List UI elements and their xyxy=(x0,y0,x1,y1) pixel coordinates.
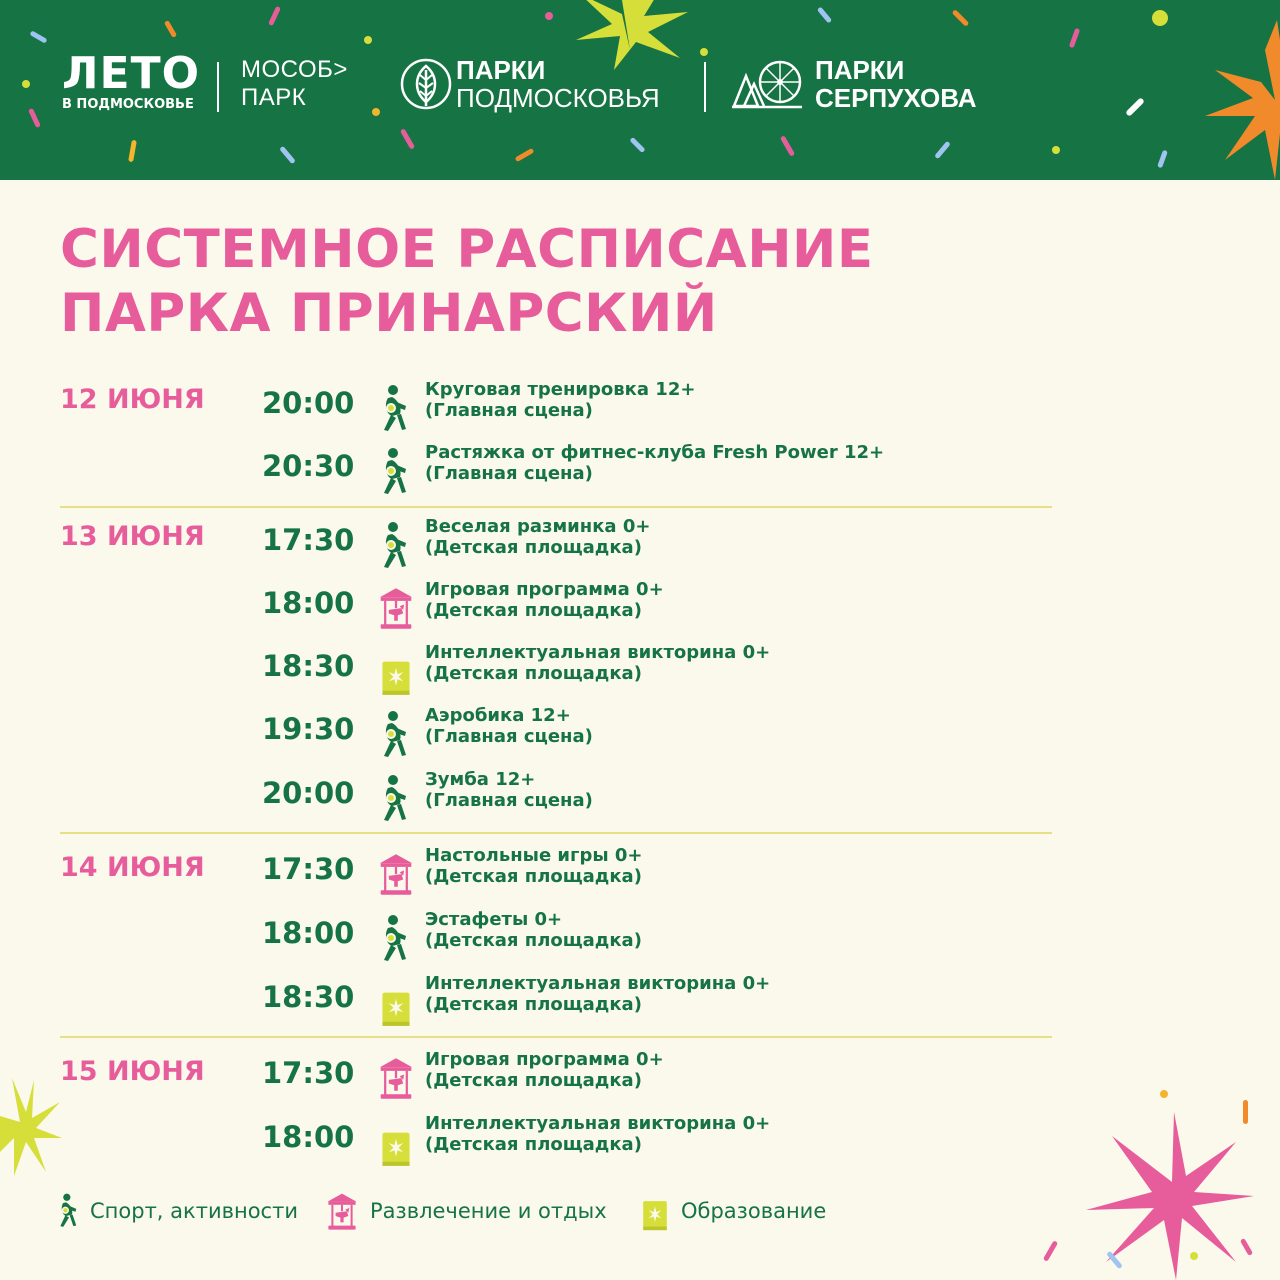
event-row xyxy=(60,379,1052,442)
event-place: (Детская площадка) xyxy=(425,1134,642,1155)
event-row xyxy=(60,1113,1052,1176)
event-time: 20:00 xyxy=(262,776,355,810)
event-time: 20:00 xyxy=(262,386,355,420)
event-place: (Детская площадка) xyxy=(425,1070,642,1091)
park-emblem-icon xyxy=(730,56,804,110)
confetti xyxy=(1152,10,1168,26)
sport-icon xyxy=(378,710,414,760)
event-place: (Главная сцена) xyxy=(425,790,593,811)
event-title: Интеллектуальная викторина 0+ xyxy=(425,973,771,994)
legend-label: Развлечение и отдых xyxy=(370,1199,607,1223)
event-title: Игровая программа 0+ xyxy=(425,579,664,600)
event-info xyxy=(425,579,664,621)
confetti xyxy=(28,108,41,128)
event-time: 20:30 xyxy=(262,449,355,483)
page-title-line1: СИСТЕМНОЕ РАСПИСАНИЕ xyxy=(60,219,874,280)
event-time: 17:30 xyxy=(262,1056,355,1090)
sport-icon xyxy=(56,1192,82,1230)
event-title: Круговая тренировка 12+ xyxy=(425,379,696,400)
page-title xyxy=(60,218,874,346)
event-time: 19:30 xyxy=(262,712,355,746)
page-title-line2: ПАРКА ПРИНАРСКИЙ xyxy=(60,283,718,344)
confetti xyxy=(817,6,832,23)
carousel-icon xyxy=(378,1054,414,1104)
confetti xyxy=(545,12,553,20)
carousel-icon xyxy=(378,584,414,634)
event-row xyxy=(60,705,1052,768)
event-place: (Детская площадка) xyxy=(425,866,642,887)
event-title: Эстафеты 0+ xyxy=(425,909,563,930)
event-info xyxy=(425,442,884,484)
event-row xyxy=(60,769,1052,832)
confetti xyxy=(372,108,380,116)
event-title: Настольные игры 0+ xyxy=(425,845,643,866)
event-time: 18:00 xyxy=(262,916,355,950)
event-row xyxy=(60,909,1052,972)
logo-podm-line1: ПАРКИ xyxy=(456,55,546,85)
day-date: 14 ИЮНЯ xyxy=(60,852,205,883)
event-place: (Детская площадка) xyxy=(425,930,642,951)
header-banner xyxy=(0,0,1280,180)
legend-label: Спорт, активности xyxy=(90,1199,298,1223)
event-place: (Главная сцена) xyxy=(425,726,593,747)
event-place: (Детская площадка) xyxy=(425,994,642,1015)
confetti xyxy=(364,36,372,44)
event-info xyxy=(425,516,650,558)
confetti xyxy=(700,48,708,56)
book-icon xyxy=(640,1192,670,1232)
confetti xyxy=(515,148,535,162)
day-divider xyxy=(60,832,1052,834)
event-row xyxy=(60,1049,1052,1112)
event-row xyxy=(60,845,1052,908)
logo-mosob-line2: ПАРК xyxy=(241,84,307,111)
logo-leto-sub: В ПОДМОСКОВЬЕ xyxy=(62,97,194,112)
sport-icon xyxy=(378,521,414,571)
confetti xyxy=(22,80,30,88)
day-divider xyxy=(60,1036,1052,1038)
logo-mosob-line1: МОСОБ> xyxy=(241,56,348,83)
event-row xyxy=(60,973,1052,1036)
leaf-emblem-icon xyxy=(400,58,452,110)
confetti xyxy=(952,9,970,27)
event-title: Интеллектуальная викторина 0+ xyxy=(425,642,771,663)
logo-separator xyxy=(704,62,706,112)
book-icon xyxy=(378,647,414,697)
event-info xyxy=(425,909,642,951)
sport-icon xyxy=(378,384,414,434)
sport-icon xyxy=(378,774,414,824)
event-info xyxy=(425,845,643,887)
day-date: 13 ИЮНЯ xyxy=(60,521,205,552)
book-icon xyxy=(378,1118,414,1168)
confetti xyxy=(629,137,645,153)
event-row xyxy=(60,516,1052,579)
starburst-yellow xyxy=(0,1072,62,1182)
confetti xyxy=(128,140,137,163)
event-place: (Детская площадка) xyxy=(425,537,642,558)
event-time: 18:00 xyxy=(262,586,355,620)
carousel-icon xyxy=(378,850,414,900)
event-row xyxy=(60,579,1052,642)
confetti xyxy=(1243,1100,1248,1124)
event-time: 18:00 xyxy=(262,1120,355,1154)
event-row xyxy=(60,642,1052,705)
event-info xyxy=(425,973,770,1015)
confetti xyxy=(164,20,177,38)
logo-parki-serpukhova xyxy=(815,56,976,112)
event-title: Зумба 12+ xyxy=(425,769,536,790)
day-date: 15 ИЮНЯ xyxy=(60,1056,205,1087)
sport-icon xyxy=(378,914,414,964)
event-time: 17:30 xyxy=(262,852,355,886)
event-info xyxy=(425,379,695,421)
carousel-icon xyxy=(326,1192,358,1232)
confetti xyxy=(780,135,795,157)
confetti xyxy=(268,6,281,26)
event-place: (Главная сцена) xyxy=(425,463,593,484)
event-place: (Главная сцена) xyxy=(425,400,593,421)
event-time: 18:30 xyxy=(262,649,355,683)
logo-podm-line2: ПОДМОСКОВЬЯ xyxy=(456,83,660,113)
logo-parki-podmoskovya xyxy=(456,56,660,112)
event-info xyxy=(425,642,770,684)
starburst-orange xyxy=(1205,20,1280,180)
confetti xyxy=(1125,97,1145,117)
logo-leto-word: ЛЕТО xyxy=(62,48,201,99)
legend-label: Образование xyxy=(681,1199,827,1223)
confetti xyxy=(1043,1240,1058,1262)
confetti xyxy=(400,128,415,150)
event-time: 18:30 xyxy=(262,980,355,1014)
logo-separator xyxy=(217,62,219,112)
event-place: (Детская площадка) xyxy=(425,663,642,684)
event-title: Веселая разминка 0+ xyxy=(425,516,651,537)
event-time: 17:30 xyxy=(262,523,355,557)
day-date: 12 ИЮНЯ xyxy=(60,384,205,415)
confetti xyxy=(934,141,951,160)
confetti xyxy=(279,146,296,165)
day-divider xyxy=(60,506,1052,508)
event-info xyxy=(425,1049,664,1091)
confetti xyxy=(1160,1090,1168,1098)
logo-mosobpark xyxy=(241,56,348,112)
event-row xyxy=(60,442,1052,505)
event-info xyxy=(425,1113,770,1155)
event-title: Аэробика 12+ xyxy=(425,705,571,726)
confetti xyxy=(1069,28,1081,49)
event-info xyxy=(425,769,593,811)
logo-serp-line2: СЕРПУХОВА xyxy=(815,83,977,113)
event-info xyxy=(425,705,593,747)
event-title: Игровая программа 0+ xyxy=(425,1049,664,1070)
logo-leto xyxy=(62,48,201,112)
logo-serp-line1: ПАРКИ xyxy=(815,55,905,85)
sport-icon xyxy=(378,447,414,497)
book-icon xyxy=(378,978,414,1028)
confetti xyxy=(1052,146,1060,154)
event-title: Интеллектуальная викторина 0+ xyxy=(425,1113,771,1134)
event-place: (Детская площадка) xyxy=(425,600,642,621)
confetti xyxy=(1190,1252,1198,1260)
event-title: Растяжка от фитнес-клуба Fresh Power 12+ xyxy=(425,442,885,463)
confetti xyxy=(29,30,47,43)
confetti xyxy=(1157,150,1168,169)
